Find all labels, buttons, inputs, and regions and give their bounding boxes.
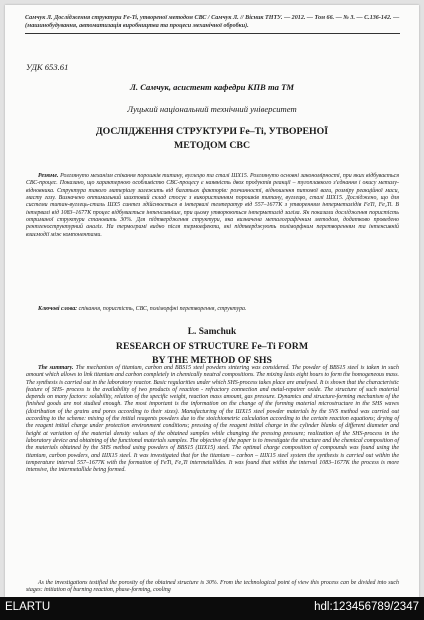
title-ua-line1: ДОСЛІДЖЕННЯ СТРУКТУРИ Fe–Ti, УТВОРЕНОЇ [95, 126, 329, 137]
summary-en-label: The summary. [38, 365, 74, 371]
title-en-line2: BY THE METHOD OF SHS [152, 355, 272, 366]
summary-en-text: The mechanism of titanium, carbon and BBS15 steel powders sintering was considered. The powder of BBS15 steel is taken in such amount which allows to link titanium and carbon completely in chemically neutral compositions. The mixing lasts eight hours to form the homogeneous mass. The synthesis is carried out in the laboratory reactor. Basic regularities under which SHS-process takes place are analysed. It is shown that the characteristic feature of SHS- process is the availability of two products of reaction - refractory connection and metal-repairer oxide. The structure of such material depends on many factors: solubility, relation of the specific weight, reaction mass amount, gas pressure. Dynamics and structure-forming mechanism of the finished goods are not studied enough. The most important is the information on the change of the forming material microstructure in the SHS waves (distribution of the grains and pores according to their sizes). Manufacturing of the ШХ15 steel powder materials by the SVS method was carried out according to the scheme: mixing of the initial reagents powders due to the stoichiometric calculation according to the certain reaction equations; drying of the reagent initial charge under protection environment conditions; pressing of the reagent initial charge in the cylinder blanks of different diameter and height at variation of the material density values of the obtained samples while changing the pressing pressure; realization of the SHS-process in the laboratory device and obtaining of the functional materials samples. The objective of the paper is to investigate the structure and the chemical composition of the materials obtained by the SHS method using powders of BBS15 (ШХ15) steel. The optimal charge composition of compounds was found using the titanium, carbon powders, and ШХ15 steel. It was investigated that for the titanium – carbon – ШХ15 steel system the synthesis is carried out within the temperature interval 557–1677K with the formation of FeTi, Fe₂Ti intermetallides. It was found that within the interval 1083–1677K the process is more intensive, the intermetallide being formed. [26, 365, 399, 474]
keywords-ua [26, 306, 399, 313]
university-ua: Луцький національний технічний університет [127, 104, 297, 114]
udc-code: УДК 653.61 [26, 62, 69, 72]
keywords-ua-label: Ключові слова: [38, 306, 78, 312]
paragraph-en-2: As the investigations testified the porosity of the obtained structure is 30%. From the technological point of view this process can be divided into such stages: initiation of burning reaction, phase-forming, cooling [26, 580, 399, 594]
abstract-ua-text: Розглянуто механізм спікання порошків титану, вуглецю та сталі ШХ15. Розглянуто основні закономірності, при яких відбувається СВС-процес. Показано, що характерною особливістю СВС-процесу є наявність двох продуктів реакції – тугоплавкого з'єднання і окису металу-відновника. Структура такого матеріалу залежить від багатьох факторів: розчинності, відношення питомої ваги, розміру реакційної маси, масту газу. Визначено оптимальний шихтовий склад стосує з використанням порошків титану, вуглецю, сталі ШХ15. Досліджено, що для системи титан-вуглець-сталь ШХ5 синтез здійснюється в інтервалі температур від 557–1677К з утворенням інтерметалідів FeTi, Fe₂Ti. В інтервалі від 1083–1677К процес відбувається інтенсивніше, при цьому утворюються інтерметалід заліза. Як показали дослідження пористість отриманої структури становить 30%. Для підтвердження структури, яка визначена металографічним методом, додатково проведено рентгеноструктурний аналіз. На термограмі видно після термоефекти, які підтверджують поліморфним перетворенням та інтенсивній взаємодії між компонентами. [26, 173, 399, 238]
summary-en [26, 365, 399, 474]
repository-name: ELARTU [5, 601, 51, 613]
authors-ua: Л. Самчук, асистент кафедри КПВ та ТМ [130, 82, 294, 92]
abstract-ua-label: Резюме. [38, 173, 59, 179]
title-en [45, 340, 379, 368]
title-en-line1: RESEARCH OF STRUCTURE Fe–Ti FORM [115, 341, 309, 352]
document-page [5, 5, 419, 597]
title-ua [45, 125, 379, 153]
citation-header: Самчук Л. Дослідження структури Fe-Ti, утвореної методом СВС / Самчук Л. // Вісник ТНТУ. — 2012. — Том 66. — № 3. — С.136-142. — (машинобудування, автоматизація виробництва та процеси механічної обробки). [25, 15, 400, 34]
handle-link[interactable]: hdl:123456789/2347 [314, 601, 419, 613]
abstract-ua [26, 173, 399, 239]
keywords-ua-text: спікання, пористість, СВС, поліморфні перетворення, структура. [78, 306, 247, 312]
title-ua-line2: МЕТОДОМ СВС [173, 140, 251, 151]
author-en: L. Samchuk [187, 327, 237, 337]
footer-bar [0, 597, 424, 620]
